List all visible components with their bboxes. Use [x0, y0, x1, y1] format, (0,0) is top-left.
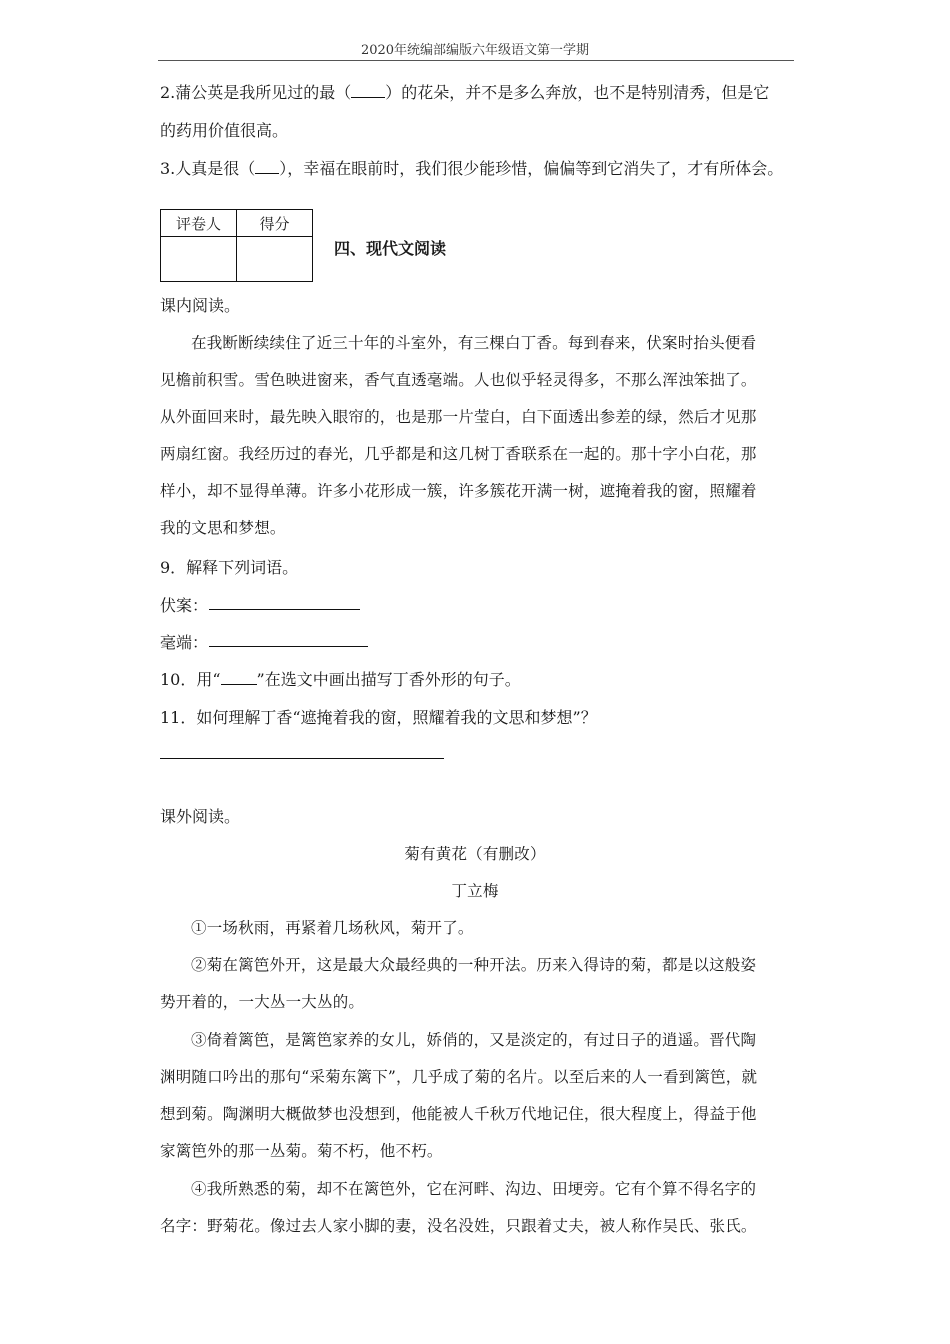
article-author: 丁立梅: [451, 882, 499, 900]
question-3-text-pre: 3.人真是很（: [160, 159, 256, 178]
passage-line: 想到菊。陶渊明大概做梦也没想到，他能被人千秋万代地记住，很大程度上，得益于他: [160, 1105, 757, 1123]
passage-line: 两扇红窗。我经历过的春光，几乎都是和这几树丁香联系在一起的。那十字小白花，那: [160, 445, 757, 463]
document-header: 2020年统编部编版六年级语文第一学期: [360, 43, 590, 58]
header-divider: [158, 60, 794, 61]
question-9: 9．解释下列词语。: [160, 558, 299, 577]
passage-line: 势开着的，一大丛一大丛的。: [160, 993, 365, 1011]
answer-line[interactable]: [160, 758, 444, 759]
passage-line: 我的文思和梦想。: [160, 519, 286, 537]
passage-line: 名字：野菊花。像过去人家小脚的妻，没名没姓，只跟着丈夫，被人称作吴氏、张氏。: [160, 1217, 757, 1235]
outer-reading-label: 课外阅读。: [160, 807, 241, 826]
score-table: [160, 209, 313, 282]
question-3: [160, 156, 783, 179]
question-9-word-2: 毫端：: [160, 633, 209, 652]
section-title: 四、现代文阅读: [334, 239, 447, 258]
passage-line: 样小，却不显得单薄。许多小花形成一簇，许多簇花开满一树，遮掩着我的窗，照耀着: [160, 482, 757, 500]
question-9-word-1: 伏案：: [160, 596, 209, 615]
grader-header: 评卷人: [161, 210, 237, 237]
score-header: 得分: [237, 210, 313, 237]
question-2-text-pre: 2.蒲公英是我所见过的最（: [160, 83, 352, 102]
question-2-text-post: ）的花朵，并不是多么奔放，也不是特别清秀，但是它: [385, 83, 770, 102]
question-2-line-2: 的药用价值很高。: [160, 121, 289, 140]
passage-line: ①一场秋雨，再紧着几场秋风，菊开了。: [191, 919, 474, 937]
passage-line: ②菊在篱笆外开，这是最大众最经典的一种开法。历来入得诗的菊，都是以这般姿: [191, 956, 757, 974]
passage-line: ④我所熟悉的菊，却不在篱笆外，它在河畔、沟边、田埂旁。它有个算不得名字的: [191, 1180, 757, 1198]
grader-cell[interactable]: [161, 237, 237, 282]
question-10-text-post: ”在选文中画出描写丁香外形的句子。: [256, 670, 521, 689]
passage-line: 渊明随口吟出的那句“采菊东篱下”，几乎成了菊的名片。以至后来的人一看到篱笆，就: [160, 1068, 758, 1086]
passage-line: 家篱笆外的那一丛菊。菊不朽，他不朽。: [160, 1142, 443, 1160]
inner-reading-label: 课内阅读。: [160, 296, 241, 315]
passage-line: 在我断断续续住了近三十年的斗室外，有三棵白丁香。每到春来，伏案时抬头便看: [191, 334, 757, 352]
question-2-line-1: [160, 80, 769, 103]
answer-blank[interactable]: [255, 159, 279, 174]
passage-line: 从外面回来时，最先映入眼帘的，也是那一片莹白，白下面透出参差的绿，然后才见那: [160, 408, 757, 426]
score-cell[interactable]: [237, 237, 313, 282]
passage-line: ③倚着篱笆，是篱笆家养的女儿，娇俏的，又是淡定的，有过日子的逍遥。晋代陶: [191, 1031, 757, 1049]
passage-line: 见檐前积雪。雪色映进窗来，香气直透毫端。人也似乎轻灵得多，不那么浑浊笨拙了。: [160, 371, 757, 389]
answer-blank[interactable]: [351, 83, 385, 98]
question-3-text-post: ），幸福在眼前时，我们很少能珍惜，偏偏等到它消失了，才有所体会。: [279, 159, 784, 178]
question-10: [160, 667, 521, 690]
article-title: 菊有黄花（有删改）: [404, 845, 546, 863]
question-11: 11．如何理解丁香“遮掩着我的窗，照耀着我的文思和梦想”？: [160, 708, 597, 727]
answer-line[interactable]: [209, 646, 368, 647]
answer-line[interactable]: [209, 609, 360, 610]
question-10-text-pre: 10．用“: [160, 670, 221, 689]
answer-blank[interactable]: [221, 670, 257, 685]
